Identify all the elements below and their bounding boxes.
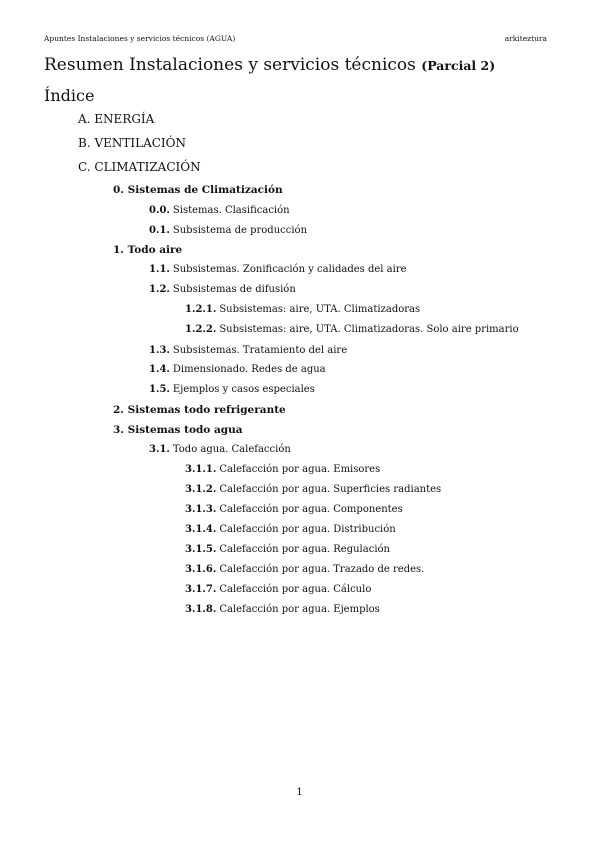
toc-item-number: 1.1. — [149, 264, 170, 275]
toc-item-text: Dimensionado. Redes de agua — [172, 364, 326, 375]
toc-item-number: 0.1. — [149, 225, 170, 236]
toc-item-text: Calefacción por agua. Componentes — [219, 504, 403, 515]
toc-item-text: Calefacción por agua. Emisores — [219, 464, 381, 475]
toc-item-3-1-4[interactable] — [185, 524, 396, 535]
toc-item-0-0[interactable] — [149, 205, 290, 216]
toc-item-number: 3.1.5. — [185, 544, 217, 555]
toc-item-3-1-3[interactable] — [185, 504, 403, 515]
toc-item-text: Subsistemas. Tratamiento del aire — [172, 345, 348, 356]
toc-item-1-2-2[interactable] — [185, 324, 519, 335]
toc-section-energia[interactable]: A. ENERGÍA — [78, 112, 155, 126]
toc-item-1-4[interactable] — [149, 364, 326, 375]
toc-section-ventilacion[interactable]: B. VENTILACIÓN — [78, 136, 187, 150]
toc-item-text: Calefacción por agua. Superficies radiantes — [219, 484, 442, 495]
toc-item-3-1[interactable] — [149, 444, 291, 455]
toc-item-3-1-6[interactable] — [185, 564, 424, 575]
toc-item-3-1-2[interactable] — [185, 484, 441, 495]
toc-item-number: 3.1.6. — [185, 564, 217, 575]
toc-item-1-2-1[interactable] — [185, 304, 420, 315]
toc-item-text: Calefacción por agua. Ejemplos — [219, 604, 380, 615]
toc-subsection-3[interactable]: 3. Sistemas todo agua — [113, 424, 243, 436]
toc-section-climatizacion[interactable]: C. CLIMATIZACIÓN — [78, 160, 201, 174]
toc-item-3-1-8[interactable] — [185, 604, 380, 615]
toc-item-text: Calefacción por agua. Cálculo — [219, 584, 372, 595]
toc-subsection-2[interactable]: 2. Sistemas todo refrigerante — [113, 404, 286, 416]
toc-item-number: 1.2.2. — [185, 324, 217, 335]
toc-subsection-1[interactable]: 1. Todo aire — [113, 244, 183, 256]
running-header-title: Apuntes Instalaciones y servicios técnicos (AGUA) — [44, 34, 236, 43]
toc-item-text: Subsistemas de difusión — [172, 284, 296, 295]
toc-item-3-1-5[interactable] — [185, 544, 390, 555]
toc-item-number: 1.2.1. — [185, 304, 217, 315]
toc-item-number: 3.1. — [149, 444, 170, 455]
toc-item-number: 3.1.7. — [185, 584, 217, 595]
page-number: 1 — [296, 787, 303, 798]
toc-item-0-1[interactable] — [149, 225, 307, 236]
toc-item-number: 3.1.2. — [185, 484, 217, 495]
index-heading: Índice — [44, 86, 95, 105]
toc-item-text: Ejemplos y casos especiales — [172, 384, 315, 395]
toc-item-text: Subsistema de producción — [172, 225, 308, 236]
document-title-sub: (Parcial 2) — [421, 58, 496, 73]
toc-item-text: Sistemas. Clasificación — [172, 205, 290, 216]
toc-item-number: 1.5. — [149, 384, 170, 395]
toc-item-number: 1.4. — [149, 364, 170, 375]
toc-item-number: 1.3. — [149, 345, 170, 356]
toc-item-number: 3.1.3. — [185, 504, 217, 515]
toc-item-text: Subsistemas. Zonificación y calidades del aire — [172, 264, 407, 275]
document-title — [44, 55, 495, 75]
toc-item-text: Subsistemas: aire, UTA. Climatizadoras — [219, 304, 421, 315]
toc-item-number: 3.1.1. — [185, 464, 217, 475]
toc-item-3-1-7[interactable] — [185, 584, 371, 595]
toc-item-text: Calefacción por agua. Trazado de redes. — [219, 564, 425, 575]
toc-item-1-2[interactable] — [149, 284, 296, 295]
toc-subsection-0[interactable]: 0. Sistemas de Climatización — [113, 184, 283, 196]
toc-item-number: 0.0. — [149, 205, 170, 216]
running-header-author: arkiteztura — [504, 34, 547, 43]
toc-item-1-1[interactable] — [149, 264, 407, 275]
toc-item-1-5[interactable] — [149, 384, 315, 395]
toc-item-number: 3.1.4. — [185, 524, 217, 535]
document-title-main: Resumen Instalaciones y servicios técnicos — [44, 55, 416, 75]
toc-item-text: Subsistemas: aire, UTA. Climatizadoras. Solo aire primario — [219, 324, 519, 335]
toc-item-number: 3.1.8. — [185, 604, 217, 615]
toc-item-text: Calefacción por agua. Distribución — [219, 524, 396, 535]
toc-item-1-3[interactable] — [149, 345, 347, 356]
toc-item-text: Todo agua. Calefacción — [172, 444, 291, 455]
toc-item-3-1-1[interactable] — [185, 464, 380, 475]
toc-item-number: 1.2. — [149, 284, 170, 295]
toc-item-text: Calefacción por agua. Regulación — [219, 544, 390, 555]
